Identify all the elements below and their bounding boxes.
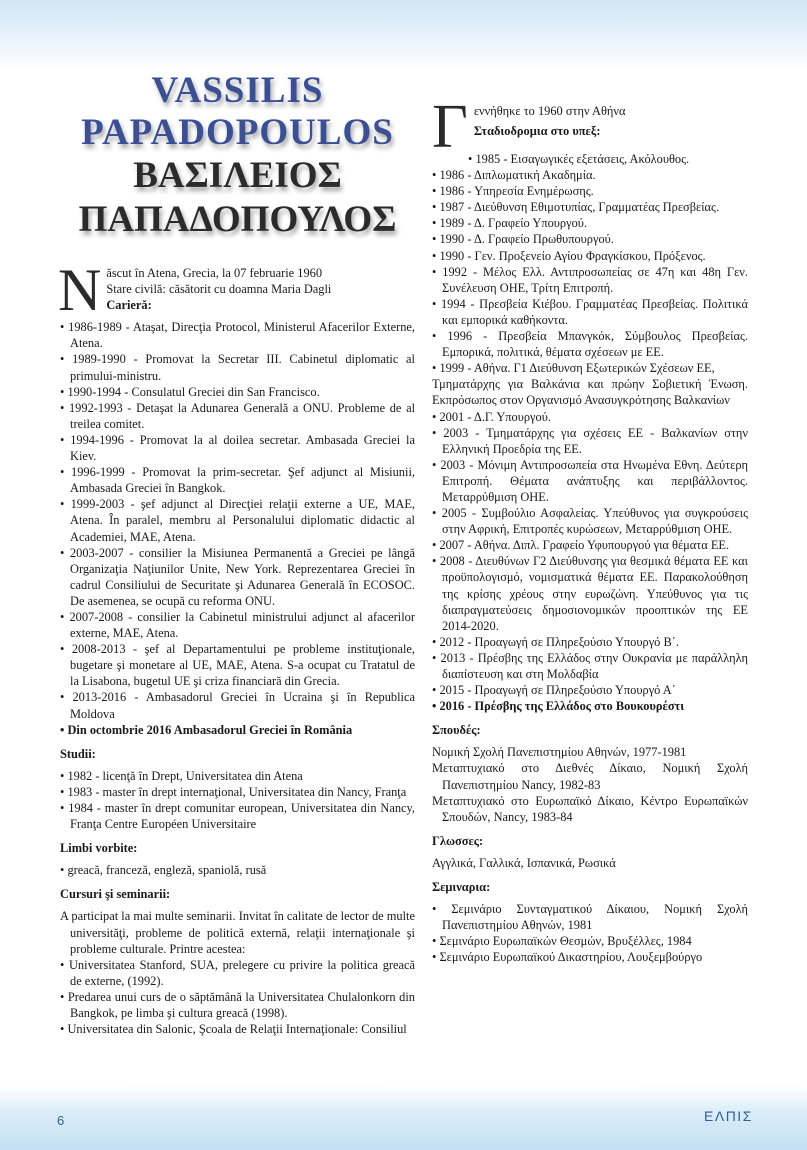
courses-intro: A participat la mai multe seminarii. Invitat în calitate de lector de multe universităţi, probleme de politică externă, relaţii internaţionale şi probleme culturale. Printre acestea: [60,909,415,956]
list-item: • 1986-1989 - Ataşat, Direcţia Protocol, Ministerul Afacerilor Externe, Atena. [60,319,415,351]
list-item: • 1990 - Δ. Γραφείο Πρωθυπουργού. [432,231,748,247]
seminars-list [432,901,748,965]
title-name-latin-last: PAPADOPOULOS [81,112,394,153]
list-item: • 2003-2007 - consilier la Misiunea Permanentă a Greciei pe lângă Organizaţia Naţiunilor Unite, New York. Reprezentarea Greciei în cadrul Consiliului de Securitate şi Adunarea Generală în ECOSOC. De asemenea, se ocupă cu reforma ONU. [60,545,415,609]
header-gradient-band [0,0,807,70]
magazine-name: ΕΛΠΙΣ [704,1108,753,1124]
list-item: • 1992 - Μέλος Ελλ. Αντιπροσωπείας σε 47η και 48η Γεν. Συνέλευση ΟΗΕ, Τρίτη Επιτροπή. [432,264,748,296]
studies-heading: Studii: [60,746,96,761]
courses-list [60,957,415,1037]
list-item: • 2008 - Διευθύνων Γ2 Διεύθυνσης για θεσμικά θέματα ΕΕ και προϋπολογισμό, νομισματικά θέματα ΕΕ. Παρακολούθηση της κρίσης χρέους στην ευρωζώνη. Υπεύθυνος για τις διαπραγματεύσεις δημοσιονομικών προοπτικών της ΕΕ 2014-2020. [432,553,748,633]
list-item: • Universitatea Stanford, SUA, prelegere cu privire la politica greacă de externe, (1992). [60,957,415,989]
career-heading: Carieră: [106,298,152,313]
list-item: • 1984 - master în drept comunitar european, Universitatea din Nancy, Franţa Centre Européen Universitaire [60,800,415,832]
page-number: 6 [57,1113,65,1128]
list-item: • 2007 - Αθήνα. Διπλ. Γραφείο Υφυπουργού για θέματα ΕΕ. [432,537,748,553]
list-item: • 2003 - Τμηματάρχης για σχέσεις ΕΕ - Βαλκανίων στην Ελληνική Προεδρία της ΕΕ. [432,425,748,457]
list-item: • 2012 - Προαγωγή σε Πληρεξούσιο Υπουργό Β΄. [432,634,748,650]
title-name-greek-first: ΒΑΣΙΛΕΙΟΣ [133,155,342,196]
footer-gradient-band [0,1085,807,1150]
birth-info: εννήθηκε το 1960 στην Αθήνα [473,104,626,118]
list-item: • 2007-2008 - consilier la Cabinetul ministrului adjunct al afacerilor externe, MAE, Atena. [60,609,415,641]
studies-heading: Σπουδές: [432,723,481,738]
list-item: • 2003 - Μόνιμη Αντιπροσωπεία στα Ηνωμένα Εθνη. Δεύτερη Επιτροπή. Θέματα ανάπτυξης και περιβάλλοντος. Μεταρρύθμιση ΟΗΕ. [432,457,748,505]
studies-item: Νομική Σχολή Πανεπιστημίου Αθηνών, 1977-1981 [432,745,687,760]
languages-text: Αγγλικά, Γαλλικά, Ισπανικά, Ρωσικά [432,855,616,870]
list-item: • 1994-1996 - Promovat la al doilea secretar. Ambasada Greciei la Kiev. [60,432,415,464]
list-item: • Σεμινάριο Συνταγματικού Δίκαιου, Νομική Σχολή Πανεπιστημίου Αθηνών, 1981 [432,901,748,933]
civil-status: Stare civilă: căsătorit cu doamna Maria Dagli [106,282,332,297]
list-item: • Predarea unui curs de o săptămână la Universitatea Chulalonkorn din Bangkok, pe limba şi cultura greacă (1998). [60,989,415,1021]
list-item: • 1996-1999 - Promovat la prim-secretar. Şef adjunct al Misiunii, Ambasada Greciei în Bangkok. [60,464,415,496]
career-heading: Σταδιοδρομια στο υπεξ: [473,124,601,139]
right-column-greek [432,93,749,966]
list-item: • 1990 - Γεν. Προξενείο Αγίου Φραγκίσκου, Πρόξενος. [432,248,748,264]
list-item: • 1986 - Υπηρεσία Ενημέρωσης. [432,183,748,199]
list-item: • 1985 - Εισαγωγικές εξετάσεις, Ακόλουθος. [432,151,748,167]
list-item: • 2013-2016 - Ambasadorul Greciei în Ucraina şi în Republica Moldova [60,689,415,721]
list-item: • 2015 - Προαγωγή σε Πληρεξούσιο Υπουργό Α΄ [432,682,748,698]
languages-list [60,862,415,878]
dropcap-letter: Γ [432,93,468,161]
career-list [60,319,415,737]
title-name-latin-first: VASSILIS [151,70,324,111]
career-list [432,151,748,714]
list-item: • greacă, franceză, engleză, spaniolă, rusă [60,862,415,878]
list-item: • 1994 - Πρεσβεία Κιέβου. Γραμματέας Πρεσβείας. Πολιτικά και εμπορικά καθήκοντα. [432,296,748,328]
list-item: • 1990-1994 - Consulatul Greciei din San Francisco. [60,384,415,400]
page-title [60,70,415,242]
left-column-romanian [58,257,416,1037]
birth-info: ăscut în Atena, Grecia, la 07 februarie 1960 [106,266,323,280]
list-item: • 1992-1993 - Detaşat la Adunarea Generală a ONU. Probleme de al treilea comitet. [60,400,415,432]
list-item: • 1983 - master în drept internaţional, Universitatea din Nancy, Franţa [60,784,415,800]
list-item: • 2008-2013 - şef al Departamentului pe probleme instituţionale, bugetare şi monetare al UE, MAE, Atena. S-a ocupat cu Tratatul de la Lisabona, bugetul UE şi criza financiară din Grecia. [60,641,415,689]
list-item: • 1989-1990 - Promovat la Secretar III. Cabinetul diplomatic al primului-ministru. [60,351,415,383]
list-item: • Σεμινάριο Ευρωπαϊκών Θεσμών, Βρυξέλλες, 1984 [432,933,748,949]
list-item: • 1996 - Πρεσβεία Μπανγκόκ, Σύμβουλος Πρεσβείας. Εμπορικά, πολιτικά, θέματα σχέσεων με ΕΕ. [432,328,748,360]
list-item: • 1999-2003 - şef adjunct al Direcţiei relaţii externe a UE, MAE, Atena. În paralel, membru al Personalului diplomatic didactic al Academiei, MAE, Atena. [60,496,415,544]
list-item: • Din octombrie 2016 Ambasadorul Greciei în România [60,722,415,738]
list-item: • 1987 - Διεύθυνση Εθιμοτυπίας, Γραμματέας Πρεσβείας. [432,199,748,215]
list-item: • Σεμινάριο Ευρωπαϊκού Δικαστηρίου, Λουξεμβούργο [432,949,748,965]
list-item: • 1989 - Δ. Γραφείο Υπουργού. [432,215,748,231]
languages-heading: Γλωσσες: [432,833,484,848]
languages-heading: Limbi vorbite: [60,841,138,856]
list-item: • Universitatea din Salonic, Şcoala de Relaţii Internaţionale: Consiliul [60,1021,415,1037]
list-item: • 1986 - Διπλωματική Ακαδημία. [432,167,748,183]
seminars-heading: Σεμιναρια: [432,880,491,895]
list-item: • 2005 - Συμβούλιο Ασφαλείας. Υπεύθυνος για συγκρούσεις στην Αφρική, Επιτροπές κυρώσεων, Μεταρρύθμιση ΟΗΕ. [432,505,748,537]
title-name-greek-last: ΠΑΠΑΔΟΠΟΥΛΟΣ [78,199,397,240]
list-item: • 1999 - Αθήνα. Γ1 Διεύθυνση Εξωτερικών Σχέσεων ΕΕ, [432,360,748,376]
list-item: • 2013 - Πρέσβης της Ελλάδος στην Ουκρανία με παράλληλη διαπίστευση και στη Μολδαβία [432,650,748,682]
list-item: • 2001 - Δ.Γ. Υπουργού. [432,409,748,425]
list-item: • 1982 - licenţă în Drept, Universitatea din Atena [60,768,415,784]
dropcap-letter: N [58,257,102,323]
studies-item: Μεταπτυχιακό στο Ευρωπαϊκό Δίκαιο, Κέντρο Ευρωπαϊκών Σπουδών, Nancy, 1983-84 [432,793,748,824]
courses-heading: Cursuri şi seminarii: [60,887,171,902]
studies-item: Μεταπτυχιακό στο Διεθνές Δίκαιο, Νομική Σχολή Πανεπιστημίου Nancy, 1982-83 [432,761,748,792]
studies-list [60,768,415,832]
list-item: • 2016 - Πρέσβης της Ελλάδος στο Βουκουρέστι [432,698,748,714]
list-item-continuation: Τμηματάρχης για Βαλκάνια και πρώην Σοβιετική Ένωση. Εκπρόσωπος στον Οργανισμό Ανασυγκρότησης Βαλκανίων [432,377,748,408]
